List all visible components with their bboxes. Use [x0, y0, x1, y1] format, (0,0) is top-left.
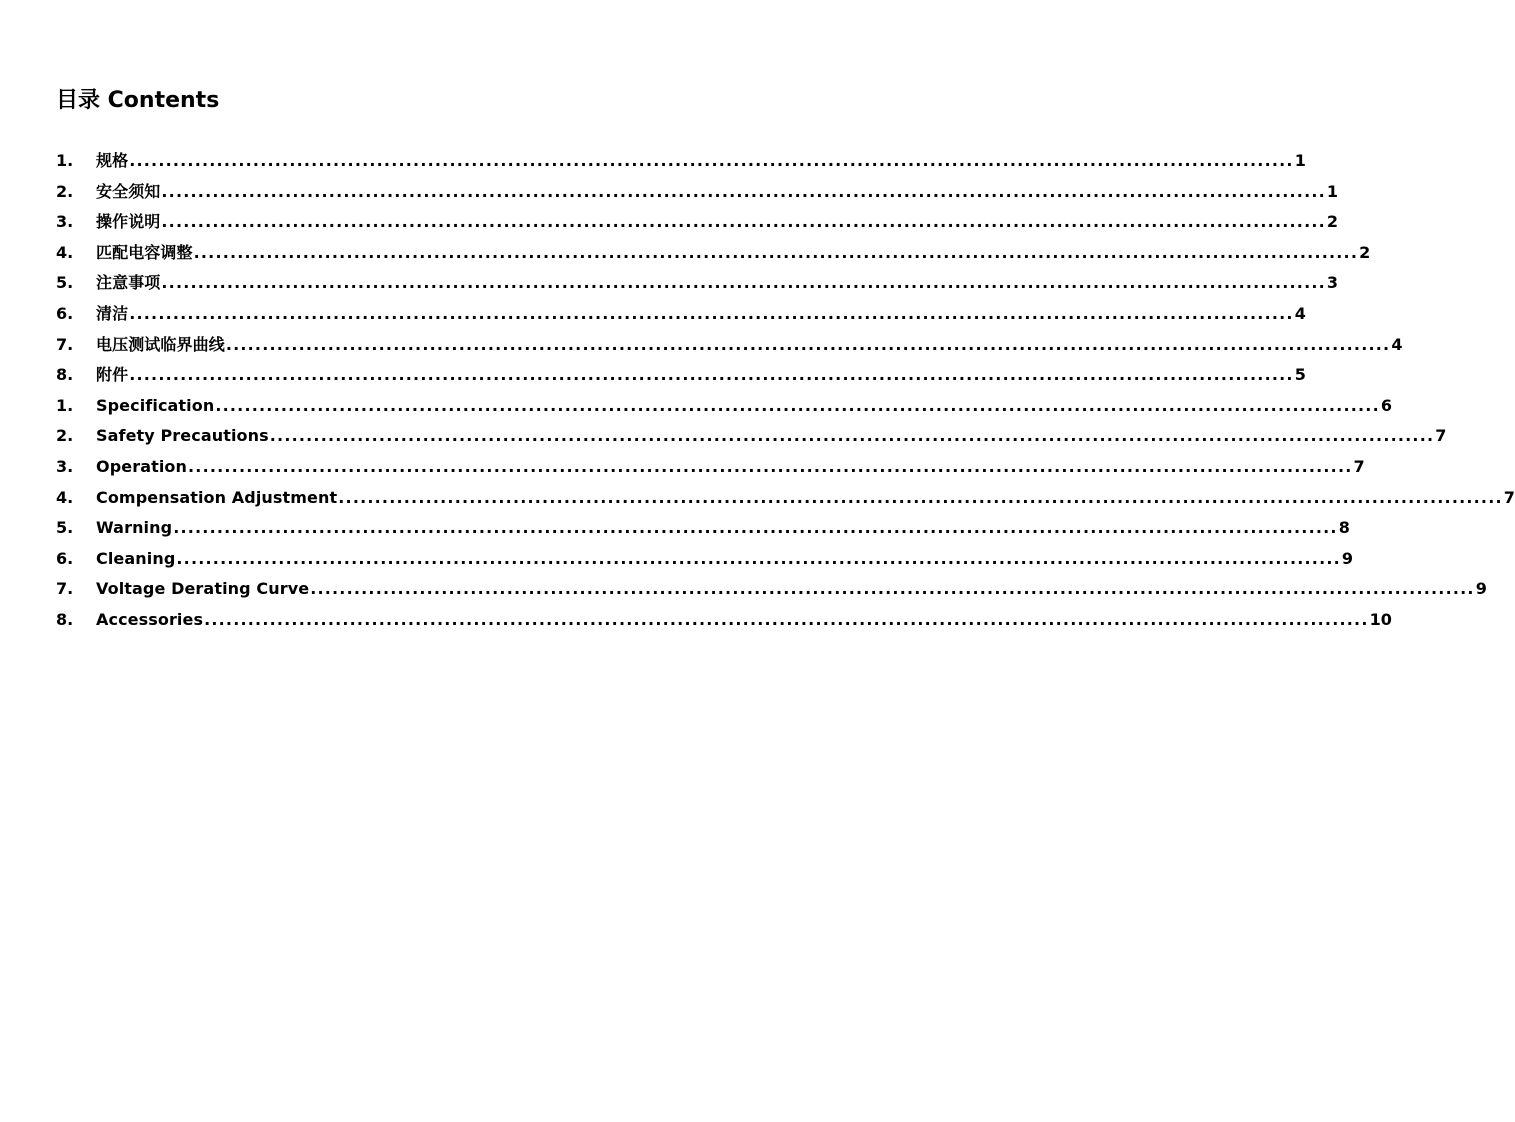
toc-entry[interactable] [56, 483, 1515, 514]
toc-entry-label: 规格 [96, 151, 129, 170]
toc-entry-page: 7 [1435, 426, 1447, 446]
toc-dot-leader: ................................................................................................................................................................ [204, 609, 1369, 629]
toc-entry[interactable] [56, 177, 1339, 208]
toc-entry-number: 7. [56, 334, 74, 354]
toc-entry-number: 2. [56, 181, 74, 201]
toc-entry[interactable] [56, 360, 1306, 391]
toc-entry-number: 1. [56, 151, 74, 170]
toc-dot-leader: ................................................................................................................................................................ [161, 181, 1326, 201]
toc-entry-number: 7. [56, 579, 74, 599]
toc-entry-page: 4 [1391, 334, 1403, 354]
toc-dot-leader: ................................................................................................................................................................ [176, 548, 1341, 568]
toc-dot-leader: ................................................................................................................................................................ [193, 242, 1359, 262]
table-of-contents [56, 146, 1515, 636]
toc-entry-page: 3 [1326, 273, 1339, 293]
toc-entry-page: 2 [1359, 242, 1371, 262]
toc-entry-label: 清洁 [96, 303, 129, 323]
toc-entry[interactable] [56, 238, 1371, 269]
toc-entry-label: Warning [96, 518, 173, 538]
toc-dot-leader: ................................................................................................................................................................ [161, 212, 1326, 232]
toc-entry-page: 9 [1341, 548, 1354, 568]
toc-entry[interactable] [56, 146, 1306, 177]
toc-entry[interactable] [56, 268, 1339, 299]
toc-entry[interactable] [56, 330, 1403, 361]
toc-entry[interactable] [56, 299, 1306, 330]
toc-entry-page: 7 [1503, 487, 1515, 507]
toc-entry-number: 3. [56, 456, 74, 476]
toc-entry[interactable] [56, 421, 1447, 452]
toc-dot-leader: ................................................................................................................................................................ [161, 273, 1326, 293]
toc-entry-page: 5 [1294, 365, 1306, 385]
toc-dot-leader: ................................................................................................................................................................ [310, 579, 1475, 599]
toc-entry-page: 6 [1380, 395, 1392, 415]
toc-entry-label: 操作说明 [96, 212, 161, 232]
toc-entry[interactable] [56, 574, 1487, 605]
toc-entry[interactable] [56, 207, 1339, 238]
toc-entry-number: 8. [56, 609, 74, 629]
toc-entry[interactable] [56, 391, 1392, 422]
toc-entry-page: 1 [1294, 151, 1306, 170]
toc-entry-label: Specification [96, 395, 215, 415]
toc-entry-page: 7 [1353, 456, 1365, 476]
toc-entry-number: 4. [56, 242, 74, 262]
toc-entry[interactable] [56, 605, 1392, 636]
toc-entry-page: 9 [1475, 579, 1487, 599]
toc-entry-page: 10 [1369, 609, 1392, 629]
toc-entry-number: 3. [56, 212, 74, 232]
toc-entry-number: 2. [56, 426, 74, 446]
toc-entry-label: 安全须知 [96, 181, 161, 201]
toc-title: 目录 Contents [56, 88, 220, 113]
toc-entry-label: Cleaning [96, 548, 176, 568]
toc-entry-label: Accessories [96, 609, 204, 629]
toc-entry-page: 8 [1338, 518, 1350, 538]
toc-dot-leader: ................................................................................................................................................................ [188, 456, 1353, 476]
toc-dot-leader: ................................................................................................................................................................ [129, 365, 1294, 385]
toc-entry-label: 电压测试临界曲线 [96, 334, 225, 354]
toc-entry-page: 4 [1294, 303, 1306, 323]
toc-entry-page: 1 [1326, 181, 1339, 201]
toc-entry-number: 4. [56, 487, 74, 507]
toc-entry-label: Voltage Derating Curve [96, 579, 310, 599]
toc-entry-number: 5. [56, 273, 74, 293]
toc-entry[interactable] [56, 452, 1365, 483]
toc-dot-leader: ................................................................................................................................................................ [338, 487, 1503, 507]
toc-entry-number: 5. [56, 518, 74, 538]
toc-entry[interactable] [56, 513, 1350, 544]
toc-entry-label: 注意事项 [96, 273, 161, 293]
toc-entry-label: Compensation Adjustment [96, 487, 338, 507]
toc-dot-leader: ................................................................................................................................................................ [129, 151, 1294, 170]
toc-entry-label: Safety Precautions [96, 426, 269, 446]
toc-entry-number: 8. [56, 365, 74, 385]
toc-dot-leader: ................................................................................................................................................................ [173, 518, 1338, 538]
toc-entry-page: 2 [1326, 212, 1339, 232]
toc-entry[interactable] [56, 544, 1354, 575]
toc-entry-label: 匹配电容调整 [96, 242, 193, 262]
toc-entry-number: 1. [56, 395, 74, 415]
toc-entry-label: 附件 [96, 365, 129, 385]
toc-entry-number: 6. [56, 548, 74, 568]
toc-entry-number: 6. [56, 303, 74, 323]
toc-dot-leader: ................................................................................................................................................................ [225, 334, 1391, 354]
toc-dot-leader: ................................................................................................................................................................ [269, 426, 1435, 446]
toc-dot-leader: ................................................................................................................................................................ [129, 303, 1294, 323]
toc-dot-leader: ................................................................................................................................................................ [215, 395, 1380, 415]
toc-entry-label: Operation [96, 456, 188, 476]
